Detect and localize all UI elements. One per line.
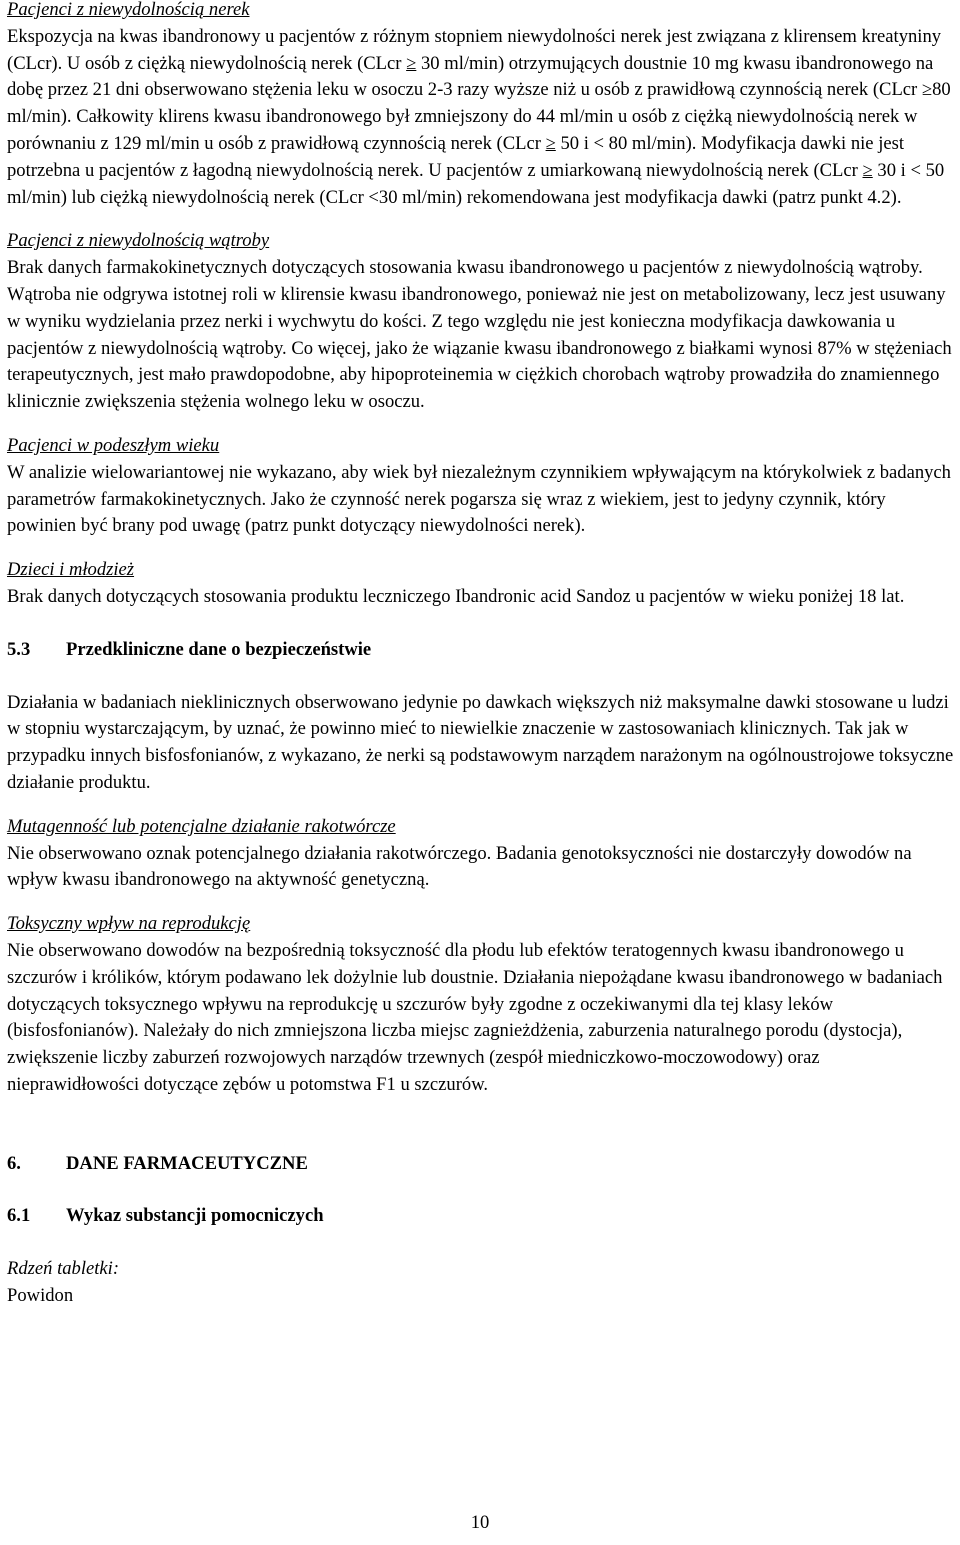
core-item: Powidon [7,1285,74,1307]
section-title: DANE FARMACEUTYCZNE [66,1152,308,1174]
renal-paragraph [7,24,955,212]
ge-symbol: ≥ [406,52,417,74]
core-subheading: Rdzeń tabletki: [7,1258,120,1280]
elderly-paragraph: W analizie wielowariantowej nie wykazano, aby wiek był niezależnym czynnikiem wpływającym na którykolwiek z badanych parametrów farmakokinetycznych. Jako że czynność nerek pogarsza się wraz z wiekiem, jest to jedyny czynnik, który powinien być brany pod uwagę (patrz punkt dotyczący niewydolności nerek). [7,461,951,537]
mutagen-subheading: Mutagenność lub potencjalne działanie rakotwórcze [7,815,396,837]
repro-paragraph: Nie obserwowano dowodów na bezpośrednią toksyczność dla płodu lub efektów teratogennych kwasu ibandronowego u szczurów i królików, którym podawano lek dożylnie lub doustnie. Działania niepożądane kwasu ibandronowego w badaniach dotyczących toksycznego wpływu na reprodukcję u szczurów były zgodne z oczekiwanymi dla tej klasy leków (bisfosfonianów). Należały do nich zmniejszona liczba miejsc zagnieżdżenia, zaburzenia naturalnego porodu (dystocja), zwiększenie liczby zaburzeń rozwojowych narządów trzewnych (zespół miedniczkowo-moczowodowy) oraz nieprawidłowości dotyczące zębów u potomstwa F1 u szczurów. [7,939,943,1095]
hepatic-subheading: Pacjenci z niewydolnością wątroby [7,230,270,252]
section-number: 5.3 [7,638,31,660]
section-number: 6. [7,1152,21,1174]
section-5-3-heading [7,637,955,664]
document-page [7,0,955,1310]
preclinical-paragraph: Działania w badaniach nieklinicznych obserwowano jedynie po dawkach większych niż maksymalne dawki stosowane u ludzi w stopniu wystarczającym, by uznać, że powinno mieć to niewielkie znaczenie w zastosowaniach klinicznych. Tak jak w przypadku innych bisfosfonianów, z wykazano, że nerki są podstawowym narządem narażonym na ogólnoustrojowe toksyczne działanie produktu. [7,691,954,793]
renal-text-2d: 30 i < 50 ml/min) lub ciężką niewydolnością nerek (CLcr <30 ml/min) rekomendowana jest modyfikacja dawki (patrz punkt 4.2). [7,159,945,208]
repro-subheading: Toksyczny wpływ na reprodukcję [7,913,251,935]
ge-symbol: ≥ [862,159,873,181]
renal-subheading: Pacjenci z niewydolnością nerek [7,0,250,20]
section-title: Wykaz substancji pomocniczych [66,1205,324,1227]
section-6-heading [7,1151,955,1178]
renal-text-2c: 50 i < 80 ml/min). Modyfikacja dawki nie jest potrzebna u pacjentów z łagodną niewydolnością nerek. U pacjentów z umiarkowaną niewydolnością nerek (CLcr [7,132,905,181]
mutagen-paragraph: Nie obserwowano oznak potencjalnego działania rakotwórczego. Badania genotoksyczności nie dostarczyły dowodów na wpływ kwasu ibandronowego na aktywność genetyczną. [7,842,912,891]
ge-symbol: ≥ [545,132,556,154]
renal-text-2b: 30 ml/min) otrzymujących doustnie 10 mg kwasu ibandronowego na dobę przez 21 dni obserwowano stężenia leku w osoczu 2-3 razy wyższe niż u osób z prawidłową czynnością nerek (CLcr ≥80 ml/min). Całkowity klirens kwasu ibandronowego był zmniejszony do 44 ml/min u osób z ciężką niewydolnością nerek w porównaniu z 129 ml/min u osób z prawidłową czynnością nerek (CLcr [7,52,951,154]
hepatic-paragraph: Brak danych farmakokinetycznych dotyczących stosowania kwasu ibandronowego u pacjentów z niewydolnością wątroby. Wątroba nie odgrywa istotnej roli w klirensie kwasu ibandronowego, ponieważ nie jest on metabolizowany, lecz jest usuwany w wyniku wydzielania przez nerki i wychwytu do kości. Z tego względu nie jest konieczna modyfikacja dawkowania u pacjentów z niewydolnością wątroby. Co więcej, jako że wiązanie kwasu ibandronowego z białkami wynosi 87% w stężeniach terapeutycznych, jest mało prawdopodobne, aby hipoproteinemia w ciężkich chorobach wątroby prowadziła do znamiennego klinicznie zwiększenia stężenia wolnego leku w osoczu. [7,257,952,413]
section-number: 6.1 [7,1205,31,1227]
children-subheading: Dzieci i młodzież [7,559,135,581]
renal-text-1: Ekspozycja na kwas ibandronowy u pacjentów z różnym stopniem niewydolności nerek jest związana z klirensem kreatyniny (CLcr). [7,25,942,74]
elderly-subheading: Pacjenci w podeszłym wieku [7,434,220,456]
section-6-1-heading [7,1203,955,1230]
renal-text-2a: U osób z ciężką niewydolnością nerek (CLcr [66,52,402,74]
section-title: Przedkliniczne dane o bezpieczeństwie [66,638,372,660]
children-paragraph: Brak danych dotyczących stosowania produktu leczniczego Ibandronic acid Sandoz u pacjentów w wieku poniżej 18 lat. [7,585,905,607]
page-number: 10 [470,1512,490,1533]
